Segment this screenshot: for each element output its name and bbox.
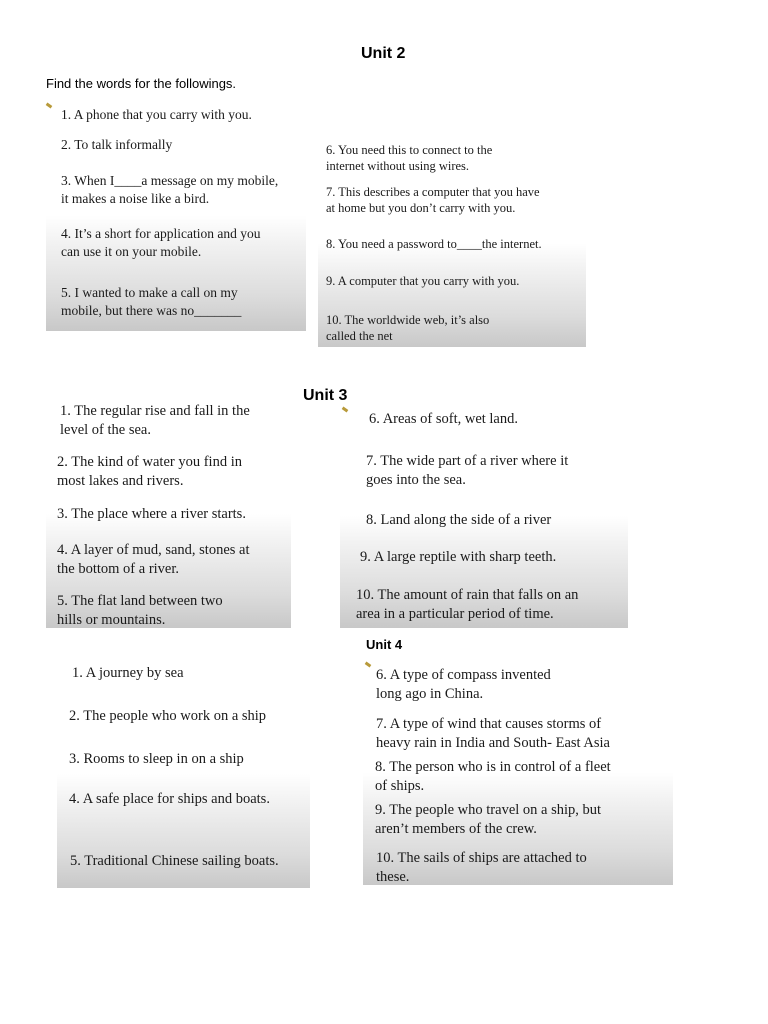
unit2-item-4: 4. It’s a short for application and you can use it on your mobile. bbox=[61, 226, 261, 259]
unit4-item-6: 6. A type of compass invented long ago in China. bbox=[376, 667, 551, 702]
unit2-item-9: 9. A computer that you carry with you. bbox=[326, 274, 520, 288]
unit3-item-9: 9. A large reptile with sharp teeth. bbox=[360, 549, 557, 565]
unit3-item-4: 4. A layer of mud, sand, stones at the bottom of a river. bbox=[57, 542, 250, 577]
unit4-item-7: 7. A type of wind that causes storms of heavy rain in India and South- East Asia bbox=[376, 716, 610, 751]
unit3-item-8: 8. Land along the side of a river bbox=[366, 512, 552, 528]
unit3-item-7: 7. The wide part of a river where it goes into the sea. bbox=[366, 453, 569, 488]
unit2-item-6: 6. You need this to connect to the internet without using wires. bbox=[326, 143, 493, 174]
unit3-item-10: 10. The amount of rain that falls on an area in a particular period of time. bbox=[356, 587, 579, 622]
unit2-right-card bbox=[318, 140, 586, 347]
unit4-item-2: 2. The people who work on a ship bbox=[69, 708, 267, 724]
unit4-item-9: 9. The people who travel on a ship, but aren’t members of the crew. bbox=[375, 802, 602, 837]
unit2-item-2: 2. To talk informally bbox=[61, 137, 173, 152]
unit2-left-card bbox=[46, 100, 306, 331]
unit4-item-3: 3. Rooms to sleep in on a ship bbox=[69, 751, 244, 767]
unit3-title: Unit 3 bbox=[303, 387, 348, 404]
unit4-item-5: 5. Traditional Chinese sailing boats. bbox=[70, 853, 279, 869]
unit3-item-6: 6. Areas of soft, wet land. bbox=[369, 411, 518, 427]
unit4-item-1: 1. A journey by sea bbox=[72, 665, 184, 681]
unit2-item-5: 5. I wanted to make a call on my mobile, but there was no_______ bbox=[61, 285, 242, 318]
unit2-item-7: 7. This describes a computer that you have at home but you don’t carry with you. bbox=[326, 185, 540, 216]
unit4-item-4: 4. A safe place for ships and boats. bbox=[69, 791, 270, 807]
unit2-item-8: 8. You need a password to____the internet. bbox=[326, 237, 542, 251]
unit3-item-3: 3. The place where a river starts. bbox=[57, 506, 246, 522]
scan-mark bbox=[342, 407, 349, 413]
unit4-item-10: 10. The sails of ships are attached to these. bbox=[376, 850, 587, 885]
scan-mark bbox=[365, 662, 372, 668]
instruction-text: Find the words for the followings. bbox=[46, 76, 237, 91]
unit3-left-card bbox=[46, 400, 291, 628]
unit4-left-card bbox=[57, 660, 310, 888]
unit2-item-1: 1. A phone that you carry with you. bbox=[61, 107, 252, 122]
unit2-item-3: 3. When I____a message on my mobile, it makes a noise like a bird. bbox=[61, 173, 279, 206]
unit3-right-card bbox=[340, 404, 628, 628]
unit2-title: Unit 2 bbox=[361, 45, 406, 62]
unit3-item-2: 2. The kind of water you find in most lakes and rivers. bbox=[57, 454, 242, 489]
unit3-item-1: 1. The regular rise and fall in the level of the sea. bbox=[60, 403, 250, 438]
unit4-item-8: 8. The person who is in control of a fleet of ships. bbox=[375, 759, 611, 794]
scan-mark bbox=[46, 103, 53, 109]
unit2-item-10: 10. The worldwide web, it’s also called the net bbox=[326, 313, 490, 344]
unit3-item-5: 5. The flat land between two hills or mountains. bbox=[57, 593, 223, 628]
unit4-title: Unit 4 bbox=[366, 637, 403, 652]
unit4-right-card bbox=[363, 660, 673, 885]
